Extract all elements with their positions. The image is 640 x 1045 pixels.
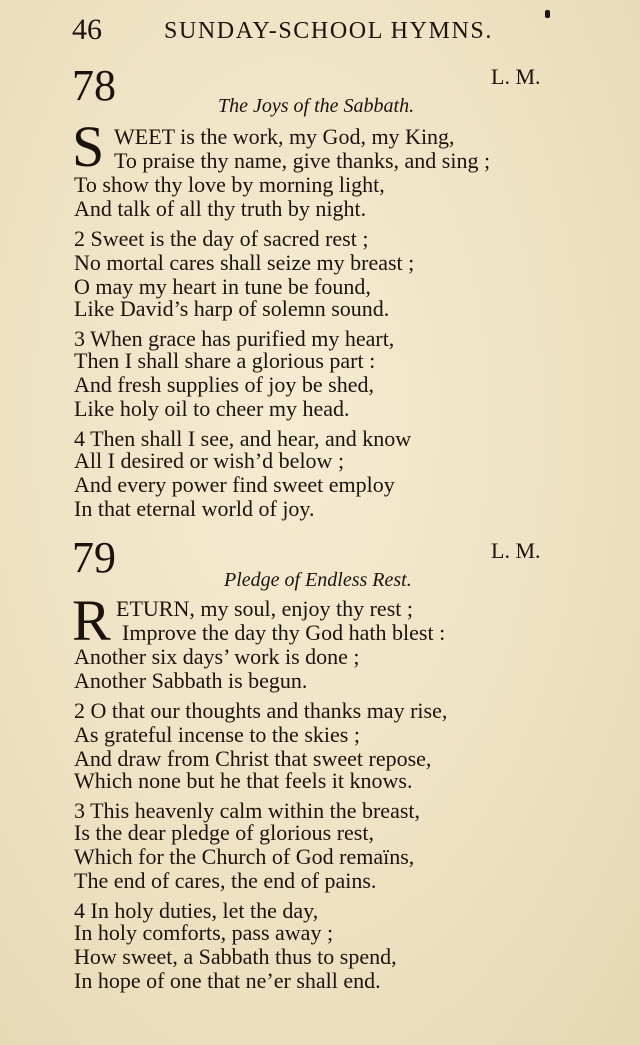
hymn-line: Which none but he that feels it knows. — [74, 768, 413, 793]
hymn-number: 78 — [72, 61, 116, 110]
running-title: SUNDAY-SCHOOL HYMNS. — [164, 18, 493, 44]
hymn-line: 2 O that our thoughts and thanks may rise, — [74, 698, 448, 723]
hymn-title: Pledge of Endless Rest. — [224, 569, 412, 591]
first-line: WEET is the work, my God, my King, — [114, 124, 455, 149]
hymn-line: No mortal cares shall seize my breast ; — [74, 250, 415, 275]
hymn-line: O may my heart in tune be found, — [74, 274, 371, 299]
hymn-title: The Joys of the Sabbath. — [218, 95, 415, 117]
hymn-line: And draw from Christ that sweet repose, — [74, 746, 432, 771]
hymn-line: 2 Sweet is the day of sacred rest ; — [74, 226, 369, 251]
hymn-line: 3 This heavenly calm within the breast, — [74, 798, 421, 823]
hymn-line: To show thy love by morning light, — [74, 172, 385, 197]
hymn-line: Another Sabbath is begun. — [74, 668, 308, 693]
hymn-line: 3 When grace has purified my heart, — [74, 326, 395, 351]
hymn-meter: L. M. — [491, 64, 541, 89]
hymn-line: The end of cares, the end of pains. — [74, 868, 377, 893]
hymn-line: Like David’s harp of solemn sound. — [74, 296, 390, 321]
hymn-line: All I desired or wish’d below ; — [74, 448, 345, 473]
hymn-line: In holy comforts, pass away ; — [74, 920, 334, 945]
hymn-line: Which for the Church of God remaïns, — [74, 844, 415, 869]
hymn-line: How sweet, a Sabbath thus to spend, — [74, 944, 397, 969]
hymn-line: Improve the day thy God hath blest : — [122, 620, 446, 645]
drop-cap: S — [72, 114, 105, 179]
hymn-line: Is the dear pledge of glorious rest, — [74, 820, 374, 845]
drop-cap: R — [72, 588, 111, 653]
hymn-line: And every power find sweet employ — [74, 472, 395, 497]
hymn-line: Then I shall share a glorious part : — [74, 348, 376, 373]
hymn-number: 79 — [72, 533, 116, 582]
hymn-line: As grateful incense to the skies ; — [74, 722, 360, 747]
page-number: 46 — [72, 13, 102, 46]
hymn-line: Another six days’ work is done ; — [74, 644, 360, 669]
first-line: ETURN, my soul, enjoy thy rest ; — [116, 596, 413, 621]
hymn-line: 4 In holy duties, let the day, — [74, 898, 319, 923]
hymn-meter: L. M. — [491, 538, 541, 563]
hymn-line: Like holy oil to cheer my head. — [74, 396, 350, 421]
ink-mark — [545, 10, 550, 18]
hymn-line: And fresh supplies of joy be shed, — [74, 372, 375, 397]
hymn-line: To praise thy name, give thanks, and sing ; — [114, 148, 491, 173]
hymn-line: In that eternal world of joy. — [74, 496, 315, 521]
hymn-line: In hope of one that ne’er shall end. — [74, 968, 381, 993]
hymn-line: And talk of all thy truth by night. — [74, 196, 367, 221]
hymn-line: 4 Then shall I see, and hear, and know — [74, 426, 412, 451]
